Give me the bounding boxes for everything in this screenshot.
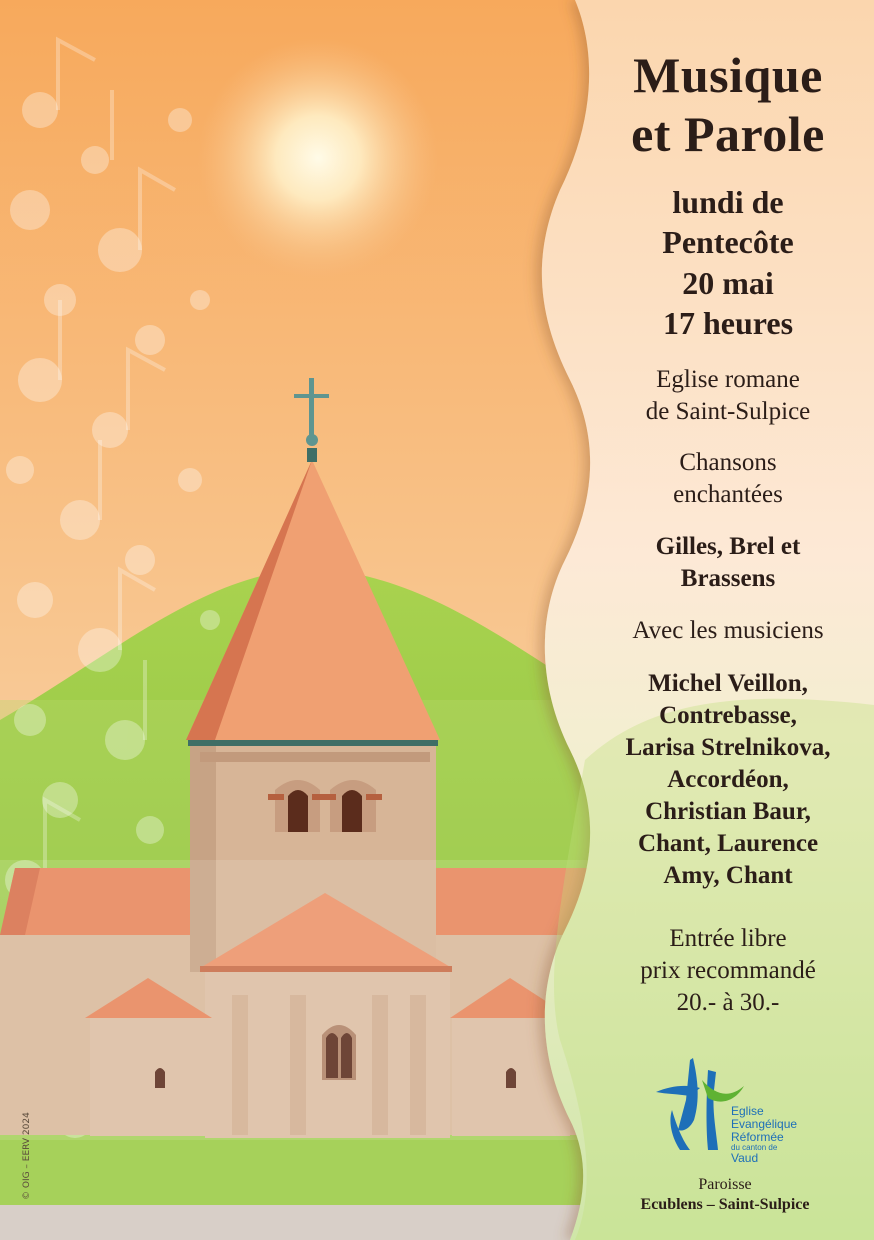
musician-line: Chant, Laurence bbox=[637, 830, 819, 857]
musician-line: Amy, Chant bbox=[663, 862, 793, 889]
musician-line: Contrebasse, bbox=[659, 702, 797, 729]
entry-line: Entrée libre bbox=[669, 925, 787, 952]
eerv-logo-text bbox=[731, 1105, 797, 1165]
logo-line: Eglise bbox=[731, 1104, 764, 1118]
event-artists bbox=[585, 531, 871, 595]
musician-line: Michel Veillon, bbox=[648, 670, 808, 697]
event-program bbox=[585, 447, 871, 511]
artists-line: Gilles, Brel et bbox=[655, 533, 801, 560]
logo-line: Réformée bbox=[731, 1129, 784, 1144]
date-line: 17 heures bbox=[662, 304, 794, 341]
entry-line: prix recommandé bbox=[640, 956, 816, 984]
date-line: Pentecôte bbox=[662, 224, 794, 261]
title-line: Musique bbox=[633, 47, 823, 103]
musician-line: Accordéon, bbox=[667, 766, 789, 793]
musician-line: Christian Baur, bbox=[645, 798, 811, 825]
parish-label: Paroisse bbox=[698, 1176, 752, 1193]
program-line: enchantées bbox=[673, 480, 783, 508]
logo-line: Vaud bbox=[731, 1151, 759, 1166]
event-title bbox=[585, 46, 871, 164]
program-line: Chansons bbox=[679, 449, 777, 476]
parish-name bbox=[600, 1175, 850, 1214]
venue-line: de Saint-Sulpice bbox=[645, 397, 811, 425]
date-line: 20 mai bbox=[682, 264, 774, 301]
musicians-list bbox=[585, 668, 871, 892]
musician-line: Larisa Strelnikova, bbox=[625, 734, 831, 761]
logo-line: du canton de bbox=[731, 1142, 778, 1152]
musicians-intro: Avec les musiciens bbox=[632, 617, 824, 644]
event-venue bbox=[585, 364, 871, 428]
venue-line: Eglise romane bbox=[656, 366, 800, 393]
event-date bbox=[585, 182, 871, 343]
date-line: lundi de bbox=[672, 184, 784, 220]
entry-line: 20.- à 30.- bbox=[676, 988, 780, 1016]
entry-info bbox=[585, 923, 871, 1018]
copyright-note: © OIG – EERV 2024 bbox=[22, 1112, 32, 1200]
parish-location: Ecublens – Saint-Sulpice bbox=[640, 1195, 810, 1213]
title-line: et Parole bbox=[631, 106, 825, 162]
artists-line: Brassens bbox=[680, 565, 776, 592]
logo-line: Evangélique bbox=[731, 1116, 798, 1131]
